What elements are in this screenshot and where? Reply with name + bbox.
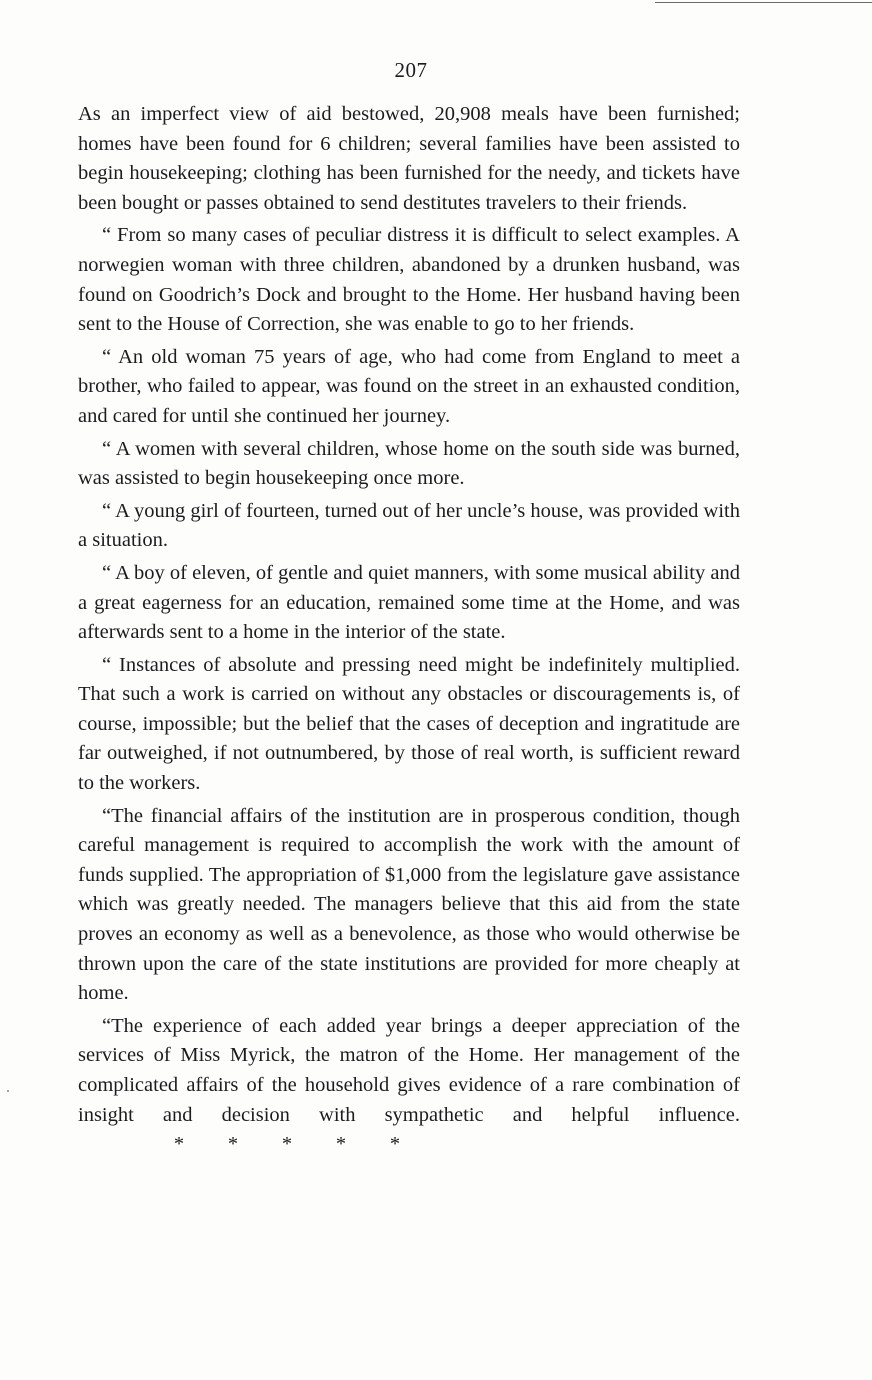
paragraph-aid-summary: As an imperfect view of aid bestowed, 20,908 meals have been furnished; homes have been found for 6 children; several families have been assisted to begin housekeeping; clothing has been furnished for the needy, and tickets have been bought or passes obtained to send destitutes travelers to their friends. [78, 103, 740, 214]
paragraph-old-woman: “ An old woman 75 years of age, who had come from England to meet a brother, who failed to appear, was found on the street in an exhausted condition, and cared for until she continued her journey. [78, 345, 740, 427]
paragraph-experience [78, 1012, 740, 1160]
paragraph-financial: “The financial affairs of the institution are in prosperous condition, though careful management is required to accomplish the work with the amount of funds supplied. The appropriation of $1,000 from the legislature gave assistance which was greatly needed. The managers believe that this aid from the state proves an economy as well as a benevolence, as those who would otherwise be thrown upon the care of the state institutions are provided for more cheaply at home. [78, 804, 740, 1005]
margin-speck [7, 1090, 9, 1092]
paragraph-young-girl: “ A young girl of fourteen, turned out of her uncle’s house, was provided with a situation. [78, 499, 740, 552]
body-text [78, 100, 740, 1163]
page-number: 207 [394, 58, 428, 82]
paragraph-instances: “ Instances of absolute and pressing need might be indefinitely multiplied. That such a work is carried on without any obstacles or discouragements is, of course, impossible; but the belief that the cases of deception and ingratitude are far outweighed, if not outnumbered, by those of real worth, is sufficient reward to the workers. [78, 653, 740, 795]
paragraph-experience-text: “The experience of each added year brings a deeper appreciation of the services of Miss Myrick, the matron of the Home. Her management of the complicated affairs of the household gives evidence of a rare combination of insight and decision with sympathetic and helpful influence. [78, 1014, 740, 1126]
star-mark: * [335, 1133, 347, 1156]
ellipsis-stars [116, 1130, 410, 1160]
paragraph-women-children: “ A women with several children, whose home on the south side was burned, was assisted to begin housekeeping once more. [78, 437, 740, 490]
star-mark: * [173, 1133, 185, 1156]
paragraph-norwegian-woman: “ From so many cases of peculiar distress it is difficult to select examples. A norwegien woman with three children, abandoned by a drunken husband, was found on Goodrich’s Dock and brought to the Home. Her husband having been sent to the House of Correction, she was enable to go to her friends. [78, 224, 740, 336]
star-mark: * [281, 1133, 293, 1156]
star-mark: * [227, 1133, 239, 1156]
top-edge-rule [655, 2, 872, 3]
paragraph-boy: “ A boy of eleven, of gentle and quiet manners, with some musical ability and a great eagerness for an education, remained some time at the Home, and was afterwards sent to a home in the interior of the state. [78, 561, 740, 644]
star-mark: * [389, 1133, 401, 1156]
